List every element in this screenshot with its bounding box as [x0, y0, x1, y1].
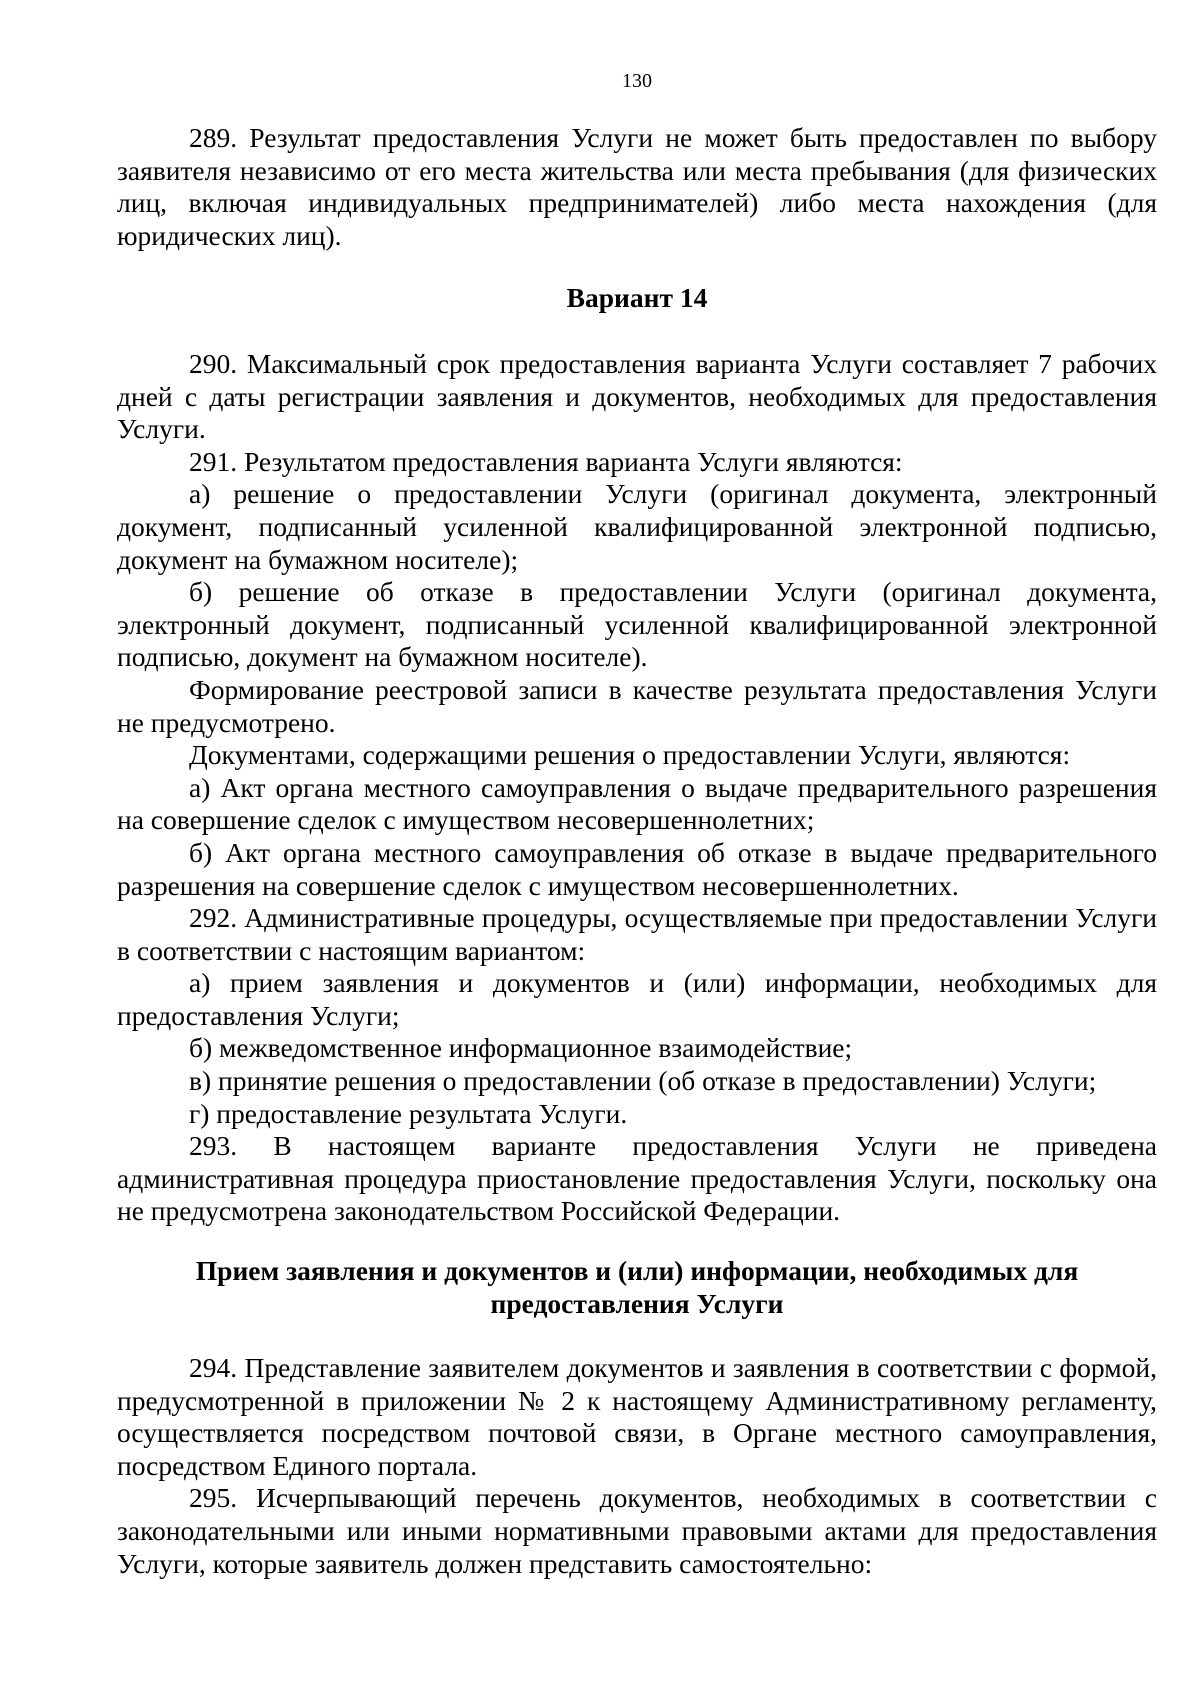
variant-14-title: Вариант 14 [566, 282, 708, 313]
paragraph-293: 293. В настоящем варианте предоставления Услуги не приведена административная процедура приостановление предоставления Услуги, поскольку она не предусмотрена законодательством Российской Федерации. [117, 1130, 1157, 1227]
paragraph-291: 291. Результатом предоставления варианта Услуги являются: [189, 445, 903, 477]
reception-heading-line-1: Прием заявления и документов и (или) информации, необходимых для [195, 1255, 1079, 1286]
section-variant-14 [117, 348, 1157, 1228]
paragraph-decision-b: б) Акт органа местного самоуправления об отказе в выдаче предварительного разрешения на совершение сделок с имуществом несовершеннолетних. [117, 836, 1157, 901]
section-289 [117, 122, 1157, 252]
paragraph-294: 294. Представление заявителем документов и заявления в соответствии с формой, предусмотренной в приложении № 2 к настоящему Административному регламенту, осуществляется посредством почтовой связи, в Органе местного самоуправления, посредством Единого портала. [117, 1352, 1157, 1481]
paragraph-289: 289. Результат предоставления Услуги не может быть предоставлен по выбору заявителя независимо от его места жительства или места пребывания (для физических лиц, включая индивидуальных предпринимателей) либо места нахождения (для юридических лиц). [117, 122, 1157, 251]
section-heading-reception [117, 1255, 1157, 1320]
paragraph-registry-record: Формирование реестровой записи в качестве результата предоставления Услуги не предусмотрено. [117, 673, 1157, 738]
paragraph-decision-documents: Документами, содержащими решения о предоставлении Услуги, являются: [189, 739, 1071, 771]
paragraph-292: 292. Административные процедуры, осуществляемые при предоставлении Услуги в соответствии с настоящим вариантом: [117, 902, 1157, 966]
paragraph-292-d: г) предоставление результата Услуги. [189, 1097, 628, 1129]
paragraph-decision-a: а) Акт органа местного самоуправления о выдаче предварительного разрешения на совершение сделок с имуществом несовершеннолетних; [117, 771, 1157, 836]
variant-heading [117, 282, 1157, 315]
paragraph-292-c: в) принятие решения о предоставлении (об отказе в предоставлении) Услуги; [189, 1065, 1097, 1097]
paragraph-292-b: б) межведомственное информационное взаимодействие; [189, 1032, 853, 1064]
paragraph-292-a: а) прием заявления и документов и (или) информации, необходимых для предоставления Услуги; [117, 967, 1157, 1031]
paragraph-291-a: а) решение о предоставлении Услуги (оригинал документа, электронный документ, подписанный усиленной квалифицированной электронной подписью, документ на бумажном носителе); [117, 478, 1157, 575]
paragraph-291-b: б) решение об отказе в предоставлении Услуги (оригинал документа, электронный документ, подписанный усиленной квалифицированной электронной подписью, документ на бумажном носителе). [117, 576, 1157, 673]
paragraph-290: 290. Максимальный срок предоставления варианта Услуги составляет 7 рабочих дней с даты регистрации заявления и документов, необходимых для предоставления Услуги. [117, 348, 1157, 445]
reception-heading-line-2: предоставления Услуги [490, 1287, 784, 1319]
paragraph-295: 295. Исчерпывающий перечень документов, необходимых в соответствии с законодательными или иными нормативными правовыми актами для предоставления Услуги, которые заявитель должен представить самостоятельно: [117, 1482, 1157, 1579]
section-reception [117, 1352, 1157, 1580]
page-number: 130 [622, 70, 652, 92]
